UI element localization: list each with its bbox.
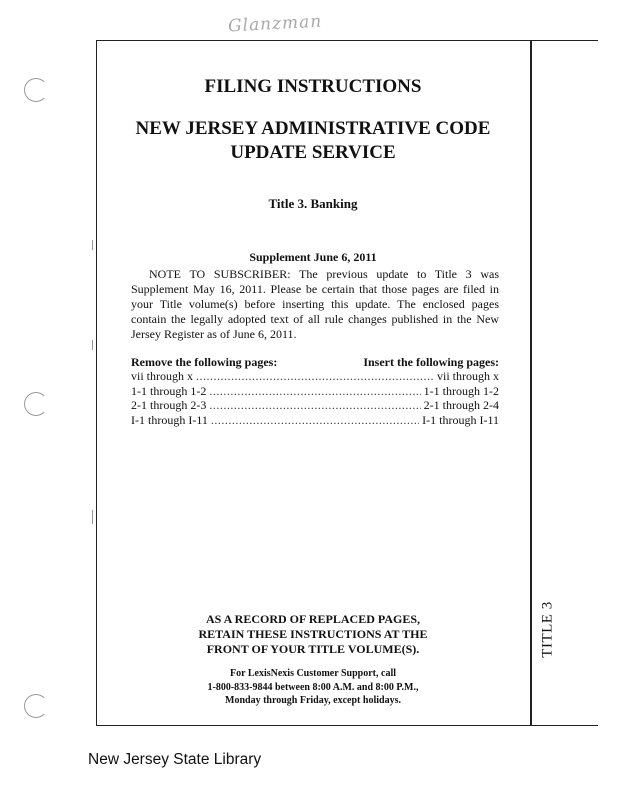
- dot-leader: [211, 413, 419, 428]
- pages-table-header: [131, 355, 499, 370]
- tab-divider-line: [530, 40, 532, 726]
- record-line: FRONT OF YOUR TITLE VOLUME(S).: [206, 642, 420, 656]
- title-subject: Title 3. Banking: [268, 196, 358, 211]
- binder-hole-bottom: [24, 694, 48, 718]
- handwritten-annotation: Glanzman: [227, 11, 323, 37]
- dot-leader: [209, 384, 420, 399]
- insert-pages: 1-1 through 1-2: [423, 383, 499, 398]
- insert-pages: 2-1 through 2-4: [423, 398, 499, 412]
- support-line: Monday through Friday, except holidays.: [225, 695, 401, 706]
- supplement-date: Supplement June 6, 2011: [249, 250, 377, 264]
- table-row: [131, 398, 499, 413]
- margin-mark: [92, 510, 93, 524]
- remove-pages: I-1 through I-11: [131, 412, 208, 427]
- subscriber-note: NOTE TO SUBSCRIBER: The previous update to Title 3 was Supplement May 16, 2011. Please be certain that those pages are filed in your Title volume(s) before inserting this update. The enclosed pages contain the legally adopted text of all rule changes published in the New Jersey Register as of June 6, 2011.: [131, 267, 499, 341]
- page-subtitle: [96, 117, 530, 165]
- margin-mark: [92, 340, 93, 350]
- page-title: FILING INSTRUCTIONS: [204, 76, 422, 97]
- pages-table: [131, 369, 499, 427]
- record-instructions: [96, 612, 530, 657]
- remove-pages: vii through x: [131, 369, 193, 383]
- table-row: [131, 369, 499, 384]
- record-line: AS A RECORD OF REPLACED PAGES,: [205, 612, 421, 626]
- subtitle-line: NEW JERSEY ADMINISTRATIVE CODE: [135, 118, 491, 139]
- table-row: [131, 413, 499, 428]
- binder-hole-middle: [24, 392, 48, 416]
- support-line: 1-800-833-9844 between 8:00 A.M. and 8:00 P.M.,: [207, 681, 419, 693]
- customer-support-info: [96, 667, 530, 708]
- remove-pages: 1-1 through 1-2: [131, 383, 207, 398]
- title-tab-label: TITLE 3: [539, 601, 556, 658]
- dot-leader: [196, 369, 434, 384]
- insert-pages: I-1 through I-11: [422, 412, 499, 427]
- dot-leader: [209, 398, 420, 413]
- insert-heading: Insert the following pages:: [363, 355, 499, 369]
- insert-pages: vii through x: [437, 369, 499, 383]
- library-stamp: New Jersey State Library: [88, 751, 262, 768]
- support-line: For LexisNexis Customer Support, call: [229, 668, 396, 679]
- remove-pages: 2-1 through 2-3: [131, 398, 207, 412]
- margin-mark: [92, 240, 93, 250]
- remove-heading: Remove the following pages:: [131, 355, 278, 369]
- record-line: RETAIN THESE INSTRUCTIONS AT THE: [198, 627, 428, 641]
- subtitle-line: UPDATE SERVICE: [230, 142, 396, 163]
- table-row: [131, 384, 499, 399]
- binder-hole-top: [24, 78, 48, 102]
